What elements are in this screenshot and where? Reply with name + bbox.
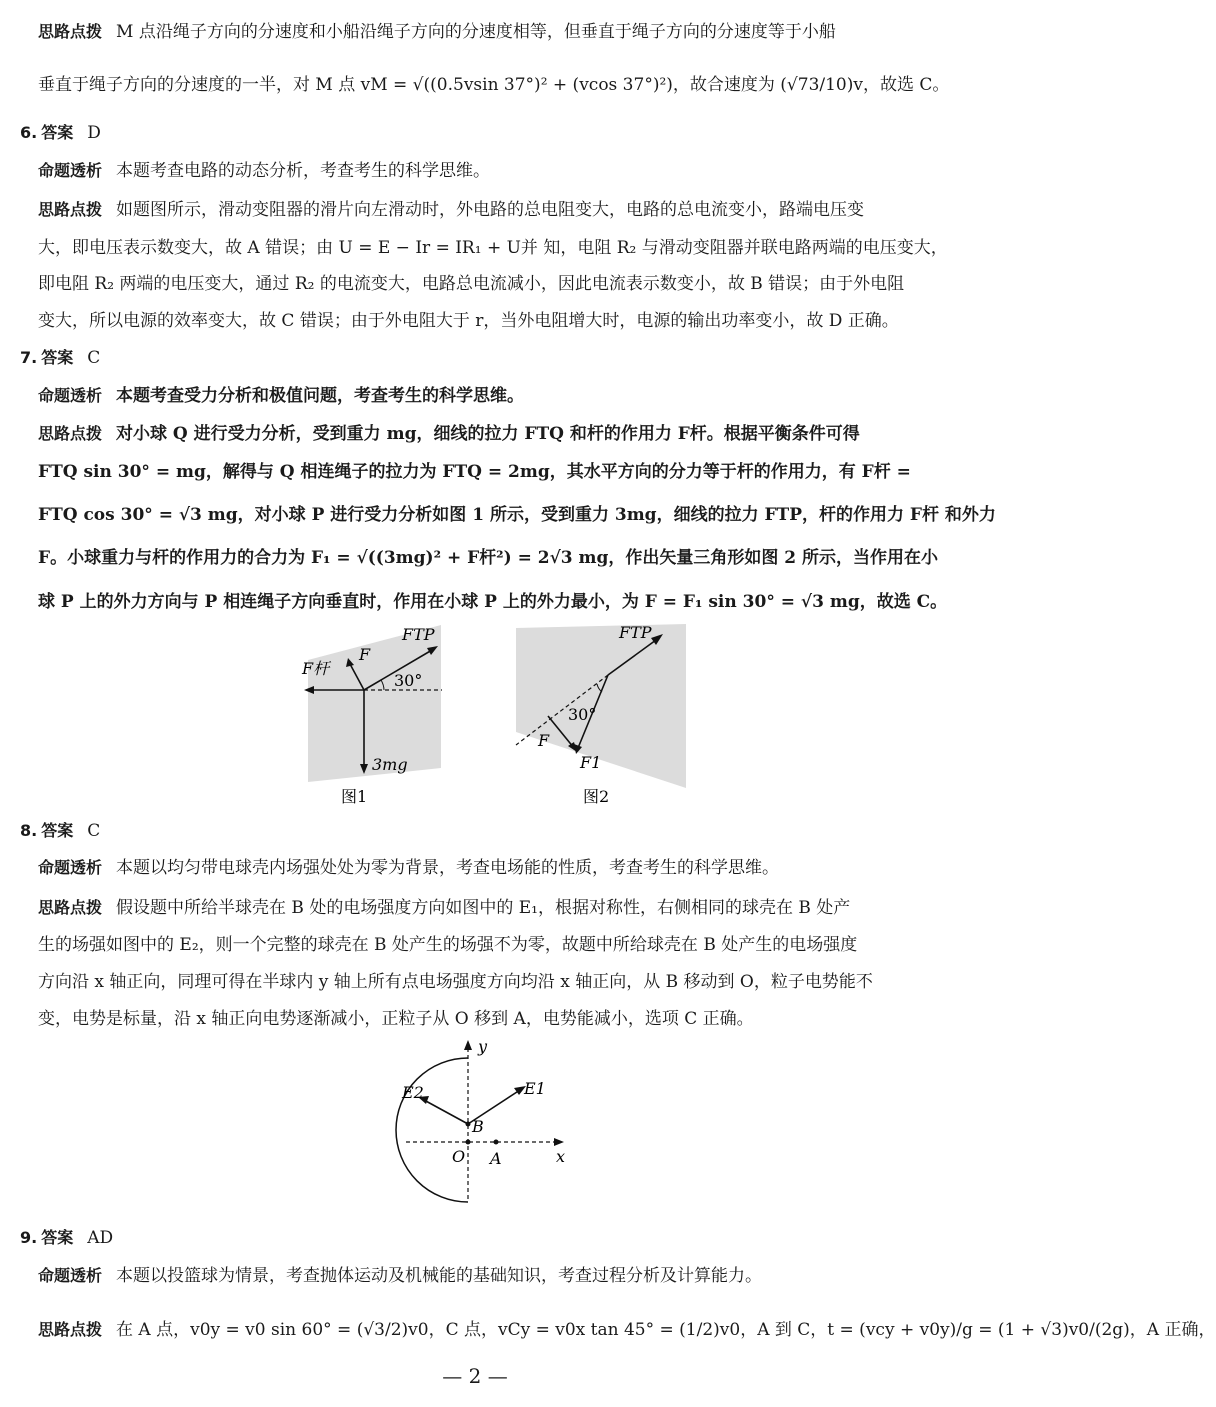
q9-analysis: 思路点拨 在 A 点，v0y = v0 sin 60° = (√3/2)v0，C 点，vCy = v0x tan 45° = (1/2)v0，A 到 C，t = (vcy + v0y)/g = (1 + √3)v0/(2g)，A 正确，	[38, 1320, 1216, 1340]
q6-answer: 6. 答案 D	[20, 123, 101, 143]
a-label: A	[490, 1149, 502, 1168]
o-label: O	[452, 1147, 466, 1166]
fig1-ftp-label: FTP	[402, 625, 435, 644]
analysis-label: 思路点拨	[38, 22, 103, 41]
fig1-fgan-label: F杆	[302, 659, 330, 678]
point-o	[466, 1140, 471, 1145]
fig2-ftp-label: FTP	[619, 623, 652, 642]
q6-analysis-line-1: 思路点拨 如题图所示，滑动变阻器的滑片向左滑动时，外电路的总电阻变大，电路的总电流变小，路端电压变	[38, 200, 865, 220]
q7-intent: 命题透析 本题考查受力分析和极值问题，考查考生的科学思维。	[38, 386, 525, 406]
q6-analysis-line-4: 变大，所以电源的效率变大，故 C 错误；由于外电阻大于 r，当外电阻增大时，电源的输出功率变小，故 D 正确。	[38, 311, 899, 331]
q5-analysis-line-1: 思路点拨 M 点沿绳子方向的分速度和小船沿绳子方向的分速度相等，但垂直于绳子方向的分速度等于小船	[38, 22, 836, 42]
fig1-angle-label: 30°	[394, 671, 423, 690]
point-a	[494, 1140, 499, 1145]
x-axis-label: x	[556, 1147, 566, 1166]
q8-analysis-line-1: 思路点拨 假设题中所给半球壳在 B 处的电场强度方向如图中的 E₁，根据对称性，右侧相同的球壳在 B 处产	[38, 898, 851, 918]
e1-label: E1	[524, 1079, 546, 1098]
point-b	[466, 1122, 471, 1127]
q6-analysis-line-2: 大，即电压表示数变大，故 A 错误；由 U = E − Ir = IR₁ + U并 知，电阻 R₂ 与滑动变阻器并联电路两端的电压变大，	[38, 238, 948, 258]
q7-figure-2	[508, 620, 693, 810]
q5-analysis-line-2: 垂直于绳子方向的分速度的一半，对 M 点 vM = √((0.5vsin 37°)² + (vcos 37°)²)，故合速度为 (√73/10)v，故选 C。	[38, 75, 950, 95]
hemisphere-arc	[396, 1058, 468, 1202]
q7-analysis-line-4: F。小球重力与杆的作用力的合力为 F₁ = √((3mg)² + F杆²) = 2√3 mg，作出矢量三角形如图 2 所示，当作用在小	[38, 548, 939, 568]
q7-analysis-line-1: 思路点拨 对小球 Q 进行受力分析，受到重力 mg，细线的拉力 FTQ 和杆的作用力 F杆。根据平衡条件可得	[38, 424, 860, 444]
q8-analysis-line-3: 方向沿 x 轴正向，同理可得在半球内 y 轴上所有点电场强度方向均沿 x 轴正向，从 B 移动到 O，粒子电势能不	[38, 972, 873, 992]
q8-analysis-line-4: 变，电势是标量，沿 x 轴正向电势逐渐减小，正粒子从 O 移到 A，电势能减小，选项 C 正确。	[38, 1009, 754, 1029]
q7-answer: 7. 答案 C	[20, 348, 101, 368]
fig2-caption: 图2	[583, 787, 610, 806]
e2-arrow	[424, 1100, 468, 1124]
q7-analysis-line-5: 球 P 上的外力方向与 P 相连绳子方向垂直时，作用在小球 P 上的外力最小，为 F = F₁ sin 30° = √3 mg，故选 C。	[38, 592, 948, 612]
q7-figure-1	[296, 620, 456, 810]
q8-answer: 8. 答案 C	[20, 821, 101, 841]
e2-label: E2	[402, 1083, 424, 1102]
fig2-angle-label: 30°	[568, 705, 597, 724]
q8-figure	[396, 1037, 576, 1210]
page-number: — 2 —	[442, 1364, 508, 1388]
fig2-f1-label: F1	[580, 753, 602, 772]
fig1-f-label: F	[359, 645, 371, 664]
q6-intent: 命题透析 本题考查电路的动态分析，考查考生的科学思维。	[38, 161, 491, 181]
fig2-f-label: F	[538, 731, 550, 750]
q7-analysis-line-3: FTQ cos 30° = √3 mg，对小球 P 进行受力分析如图 1 所示，受到重力 3mg，细线的拉力 FTP，杆的作用力 F杆 和外力	[38, 505, 996, 525]
q9-answer: 9. 答案 AD	[20, 1228, 114, 1248]
b-label: B	[472, 1117, 484, 1136]
fig1-weight-label: 3mg	[372, 755, 408, 774]
q8-intent: 命题透析 本题以均匀带电球壳内场强处处为零为背景，考查电场能的性质，考查考生的科学思维。	[38, 858, 780, 878]
q9-intent: 命题透析 本题以投篮球为情景，考查抛体运动及机械能的基础知识，考查过程分析及计算能力。	[38, 1266, 763, 1286]
q7-analysis-line-2: FTQ sin 30° = mg，解得与 Q 相连绳子的拉力为 FTQ = 2mg，其水平方向的分力等于杆的作用力，有 F杆 =	[38, 462, 911, 482]
q6-analysis-line-3: 即电阻 R₂ 两端的电压变大，通过 R₂ 的电流变大，电路总电流减小，因此电流表示数变小，故 B 错误；由于外电阻	[38, 274, 905, 294]
fig1-caption: 图1	[341, 787, 368, 806]
q8-analysis-line-2: 生的场强如图中的 E₂，则一个完整的球壳在 B 处产生的场强不为零，故题中所给球壳在 B 处产生的电场强度	[38, 935, 858, 955]
y-axis-label: y	[478, 1037, 488, 1056]
